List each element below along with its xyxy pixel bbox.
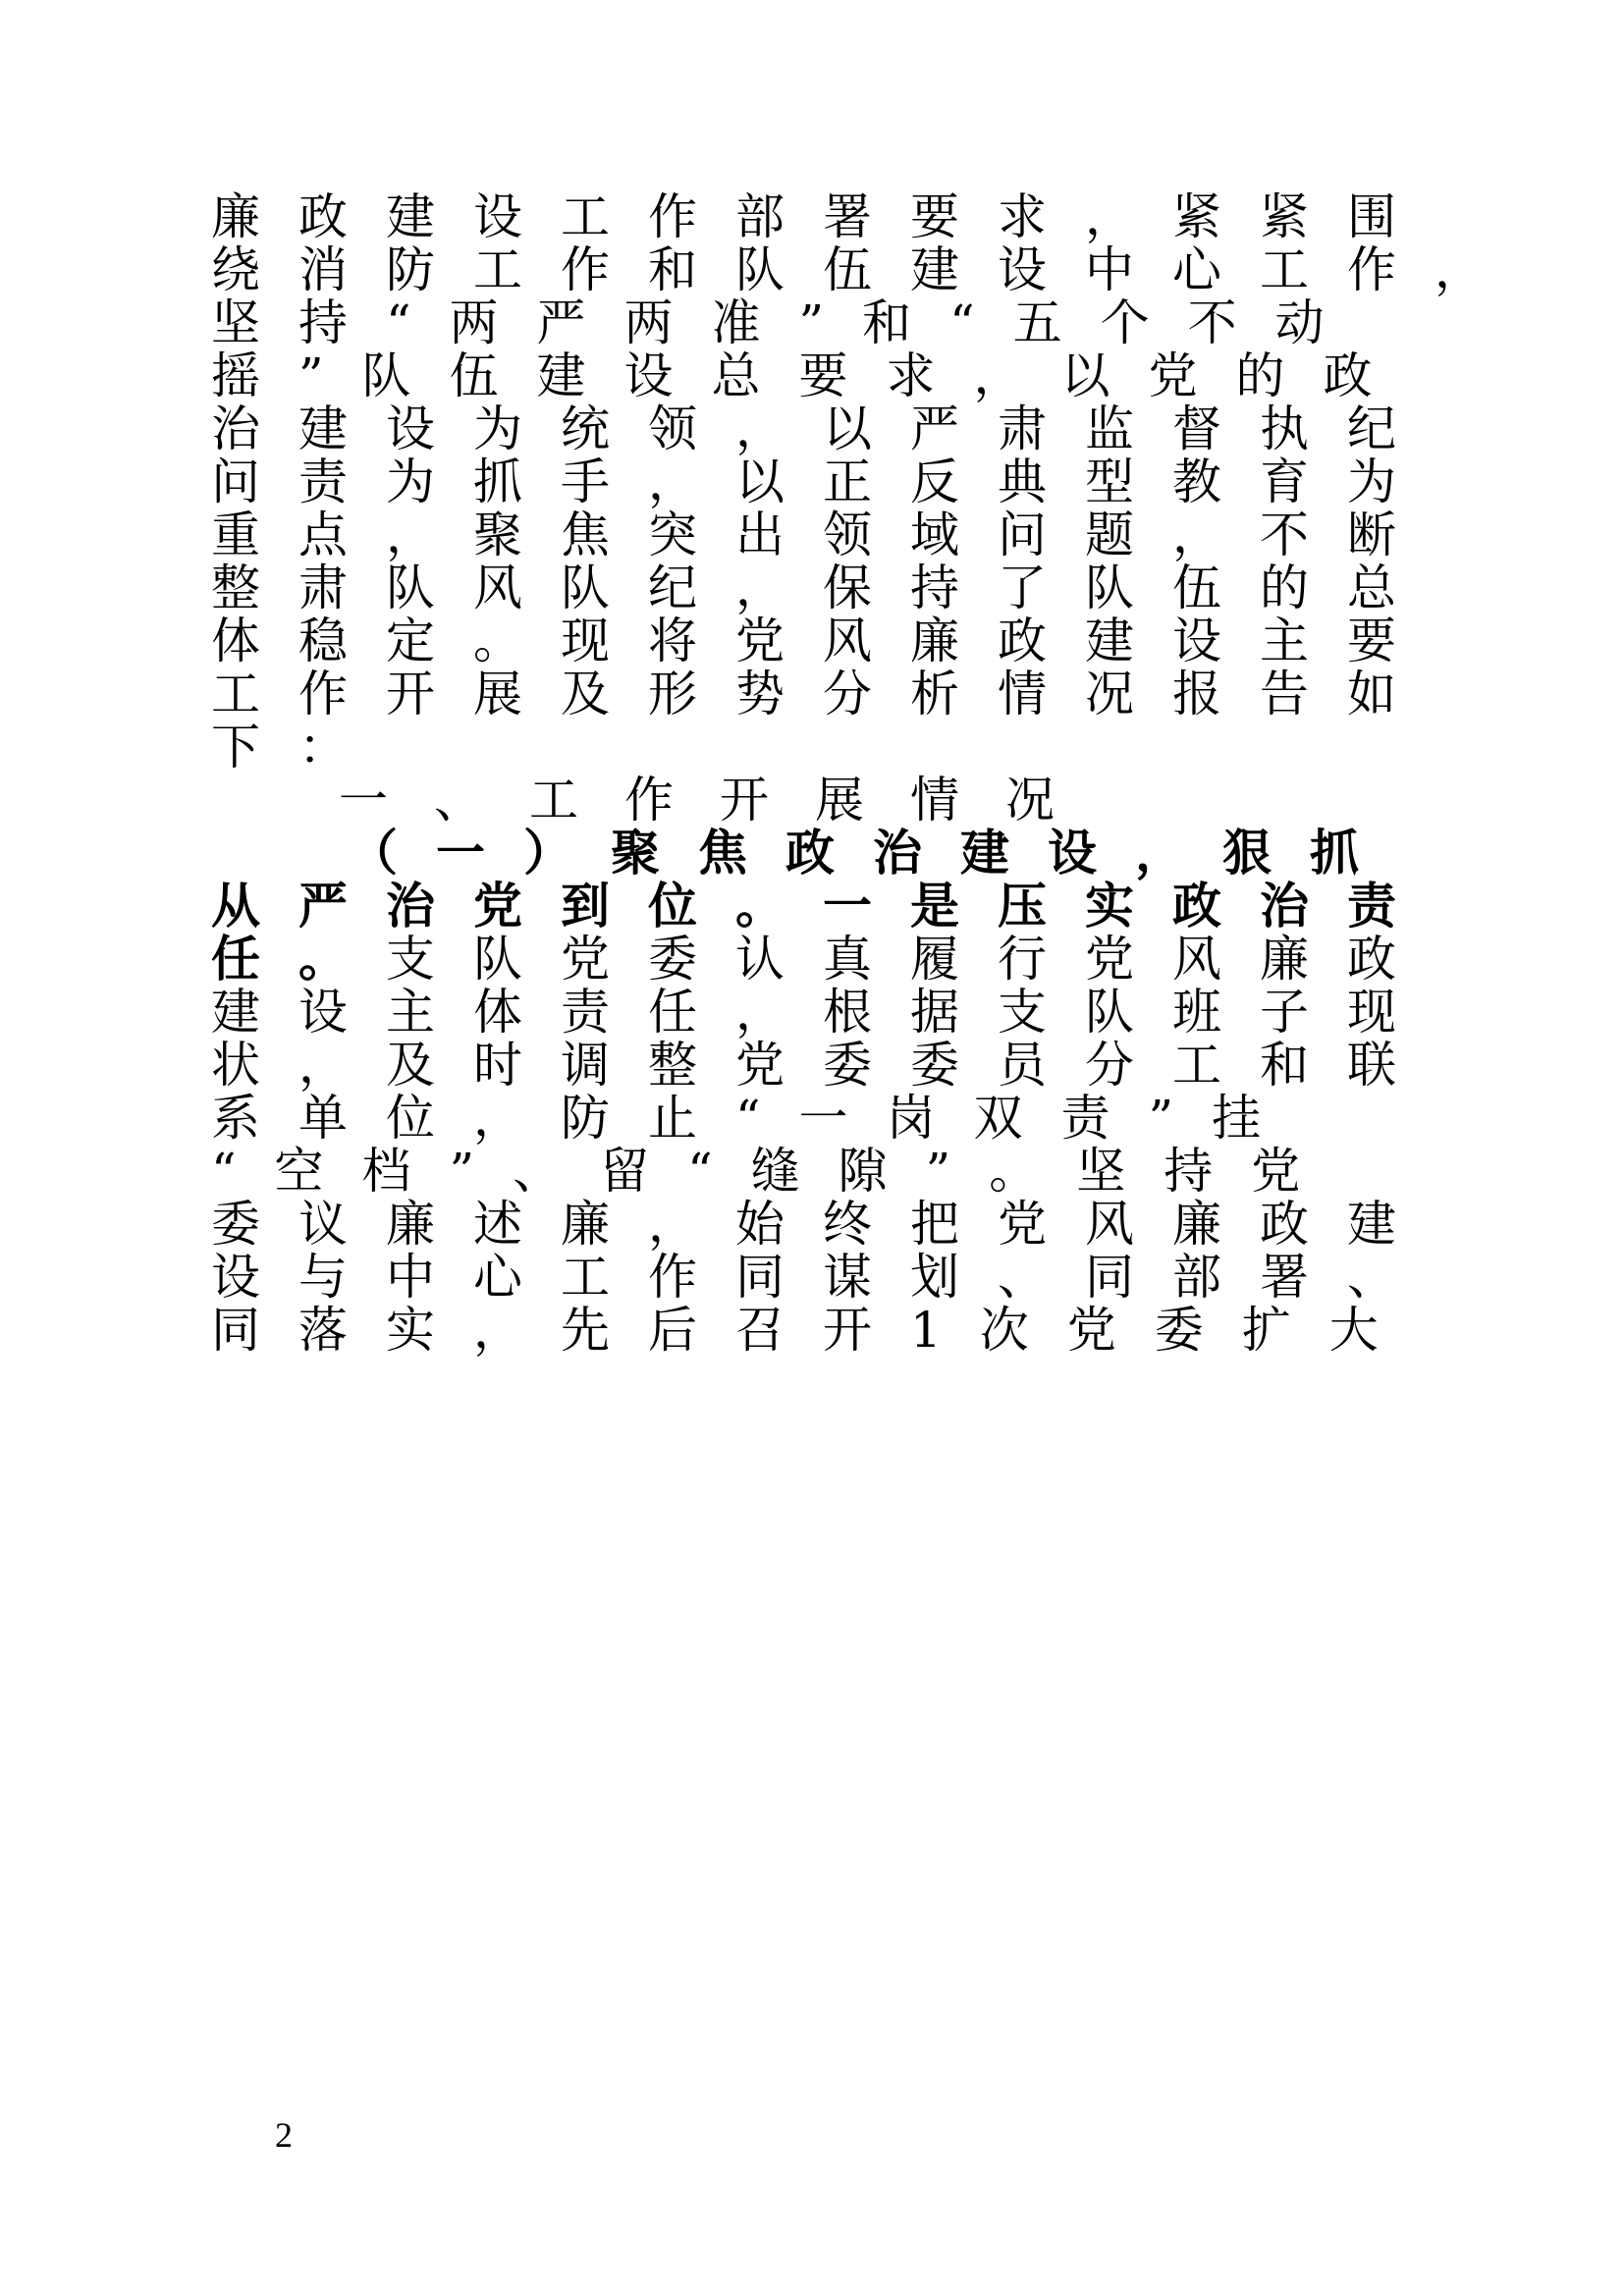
body-line-9: 体稳定。现将党风廉政建设主要 xyxy=(211,613,1435,669)
body-line-7: 重点，聚焦突出领域问题，不断 xyxy=(211,507,1435,563)
body-line-10: 工作开展及形势分析情况报告如 xyxy=(211,666,1435,722)
body-line-2: 绕消防工作和队伍建设中心工作， xyxy=(211,241,1522,298)
body-line-13: 状，及时调整党委委员分工和联 xyxy=(211,1037,1435,1094)
subsection-heading-line-2: 从严治党到位。一是压实政治责 xyxy=(211,877,1435,934)
regular-fragment: 支队党委认真履行党风廉政 xyxy=(386,931,1435,988)
body-line-1: 廉政建设工作部署要求，紧紧围 xyxy=(211,188,1435,245)
page-number: 2 xyxy=(275,2115,293,2155)
subsection-heading-line-1: （一）聚焦政治建设，狠抓 xyxy=(349,824,1397,881)
body-line-3: 坚持“两严两准”和“五个不动 xyxy=(211,294,1363,351)
body-line-5: 治建设为统领，以严肃监督执纪 xyxy=(211,400,1435,457)
bold-fragment: 任。 xyxy=(211,930,386,988)
body-line-4: 摇”队伍建设总要求，以党的政 xyxy=(211,347,1411,404)
body-line-12: 建设主体责任，根据支队班子现 xyxy=(211,984,1435,1041)
section-heading: 一、工作开展情况 xyxy=(339,772,1101,828)
body-line-18: 同落实，先后召开1次党委扩大 xyxy=(211,1302,1417,1359)
body-line-8: 整肃队风队纪，保持了队伍的总 xyxy=(211,560,1435,616)
body-line-15: “空档”、留“缝隙”。坚持党 xyxy=(211,1143,1339,1200)
body-line-11: 下： xyxy=(211,719,386,775)
body-line-14: 系单位，防止“一岗双责”挂 xyxy=(211,1090,1300,1147)
body-line-17: 设与中心工作同谋划、同部署、 xyxy=(211,1249,1435,1306)
body-line-6: 问责为抓手，以正反典型教育为 xyxy=(211,454,1435,510)
body-line-16: 委议廉述廉，始终把党风廉政建 xyxy=(211,1196,1435,1253)
